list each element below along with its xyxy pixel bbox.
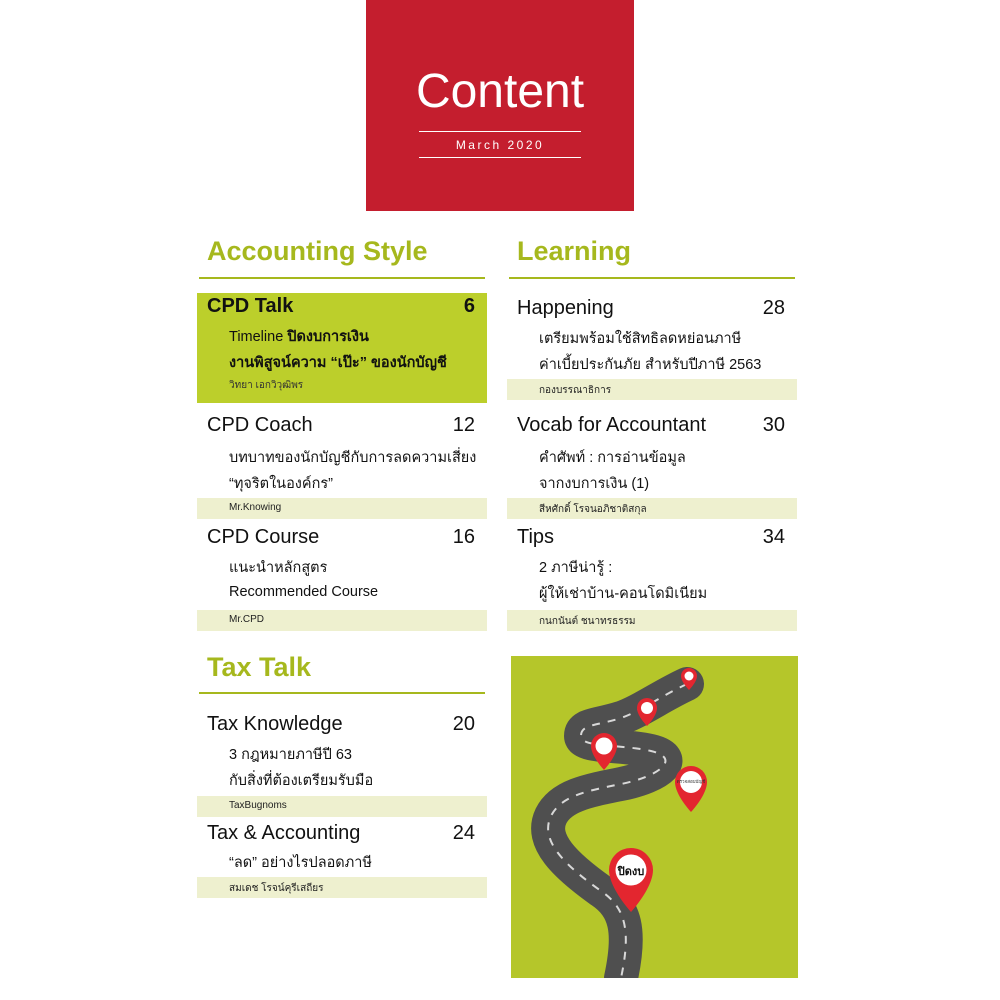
title-divider-bottom bbox=[419, 157, 581, 158]
section-rule bbox=[199, 277, 485, 279]
toc-entry-cpd-coach[interactable] bbox=[197, 412, 487, 517]
entry-page-number: 6 bbox=[463, 295, 475, 317]
section-title-learning: Learning bbox=[517, 236, 632, 266]
entry-description: แนะนำหลักสูตร bbox=[229, 560, 328, 576]
entry-title: CPD Talk bbox=[207, 295, 294, 317]
entry-page-number: 24 bbox=[452, 822, 475, 844]
road-illustration bbox=[511, 656, 798, 978]
toc-entry-tax-knowledge[interactable] bbox=[197, 711, 487, 817]
entry-author: วิทยา เอกวิวุฒิพร bbox=[229, 380, 304, 391]
entry-title: Tax & Accounting bbox=[207, 822, 361, 844]
title-divider-top bbox=[419, 131, 581, 132]
entry-description: ค่าเบี้ยประกันภัย สำหรับปีภาษี 2563 bbox=[539, 357, 762, 373]
winding-road-with-pins-icon bbox=[511, 656, 798, 978]
entry-description: Recommended Course bbox=[229, 584, 379, 600]
entry-page-number: 16 bbox=[452, 526, 475, 548]
pin-label: ตรวจสอบบัญชี bbox=[676, 780, 706, 785]
entry-page-number: 12 bbox=[452, 414, 475, 436]
entry-description: งานพิสูจน์ความ “เป๊ะ” ของนักบัญชี bbox=[229, 355, 447, 371]
entry-author: สีหศักดิ์ โรจนอภิชาติสกุล bbox=[539, 504, 647, 515]
entry-author: Mr.Knowing bbox=[229, 502, 282, 513]
section-title-tax-talk: Tax Talk bbox=[207, 652, 312, 682]
toc-entry-tips[interactable] bbox=[507, 524, 797, 632]
map-pin-icon bbox=[591, 733, 617, 770]
toc-entry-tax-accounting[interactable] bbox=[197, 820, 487, 898]
entry-description: คำศัพท์ : การอ่านข้อมูล bbox=[539, 450, 686, 466]
entry-description: “ทุจริตในองค์กร” bbox=[229, 476, 333, 492]
entry-title: CPD Course bbox=[207, 526, 320, 548]
toc-entry-happening[interactable] bbox=[507, 295, 797, 403]
entry-author-bar bbox=[507, 610, 797, 631]
entry-title: Tips bbox=[517, 526, 555, 548]
entry-author: สมเดช โรจน์คุรีเสถียร bbox=[229, 883, 324, 894]
entry-title: Vocab for Accountant bbox=[517, 414, 707, 436]
entry-description: เตรียมพร้อมใช้สิทธิลดหย่อนภาษี bbox=[539, 331, 742, 347]
entry-page-number: 28 bbox=[762, 297, 785, 319]
entry-author-bar bbox=[197, 610, 487, 631]
entry-description: ผู้ให้เช่าบ้าน-คอนโดมิเนียม bbox=[539, 586, 708, 602]
entry-author: TaxBugnoms bbox=[229, 800, 287, 811]
entry-title: Tax Knowledge bbox=[207, 713, 343, 735]
entry-author: กองบรรณาธิการ bbox=[539, 385, 612, 396]
entry-description: 2 ภาษีน่ารู้ : bbox=[539, 560, 613, 576]
toc-entry-cpd-talk[interactable] bbox=[197, 293, 487, 403]
section-rule bbox=[199, 692, 485, 694]
entry-description: กับสิ่งที่ต้องเตรียมรับมือ bbox=[229, 773, 374, 789]
entry-page-number: 30 bbox=[762, 414, 785, 436]
pin-label: ปิดงบ bbox=[617, 865, 645, 878]
entry-description: บทบาทของนักบัญชีกับการลดความเสี่ยง bbox=[229, 450, 477, 466]
section-title-accounting-style: Accounting Style bbox=[207, 236, 428, 266]
entry-author-bar bbox=[197, 796, 487, 817]
section-rule bbox=[509, 277, 795, 279]
toc-entry-vocab-for-accountant[interactable] bbox=[507, 412, 797, 517]
header-banner bbox=[366, 0, 634, 211]
entry-author-bar bbox=[507, 379, 797, 400]
entry-author-bar bbox=[507, 498, 797, 519]
entry-description: Timeline ปิดงบการเงิน bbox=[229, 329, 369, 345]
entry-author-bar bbox=[197, 498, 487, 519]
issue-date: March 2020 bbox=[455, 138, 545, 152]
entry-title: CPD Coach bbox=[207, 414, 313, 436]
toc-entry-cpd-course[interactable] bbox=[197, 524, 487, 632]
entry-title: Happening bbox=[517, 297, 614, 319]
entry-author: กนกนันต์ ชนาทรธรรม bbox=[539, 616, 636, 627]
entry-description: 3 กฎหมายภาษีปี 63 bbox=[229, 747, 352, 763]
entry-author-bar bbox=[197, 877, 487, 898]
entry-description: จากงบการเงิน (1) bbox=[539, 476, 650, 492]
page-title: Content bbox=[415, 65, 585, 118]
map-pin-icon bbox=[675, 766, 707, 812]
entry-page-number: 34 bbox=[762, 526, 785, 548]
entry-description: “ลด” อย่างไรปลอดภาษี bbox=[229, 855, 372, 871]
entry-author: Mr.CPD bbox=[229, 614, 264, 625]
entry-page-number: 20 bbox=[452, 713, 475, 735]
